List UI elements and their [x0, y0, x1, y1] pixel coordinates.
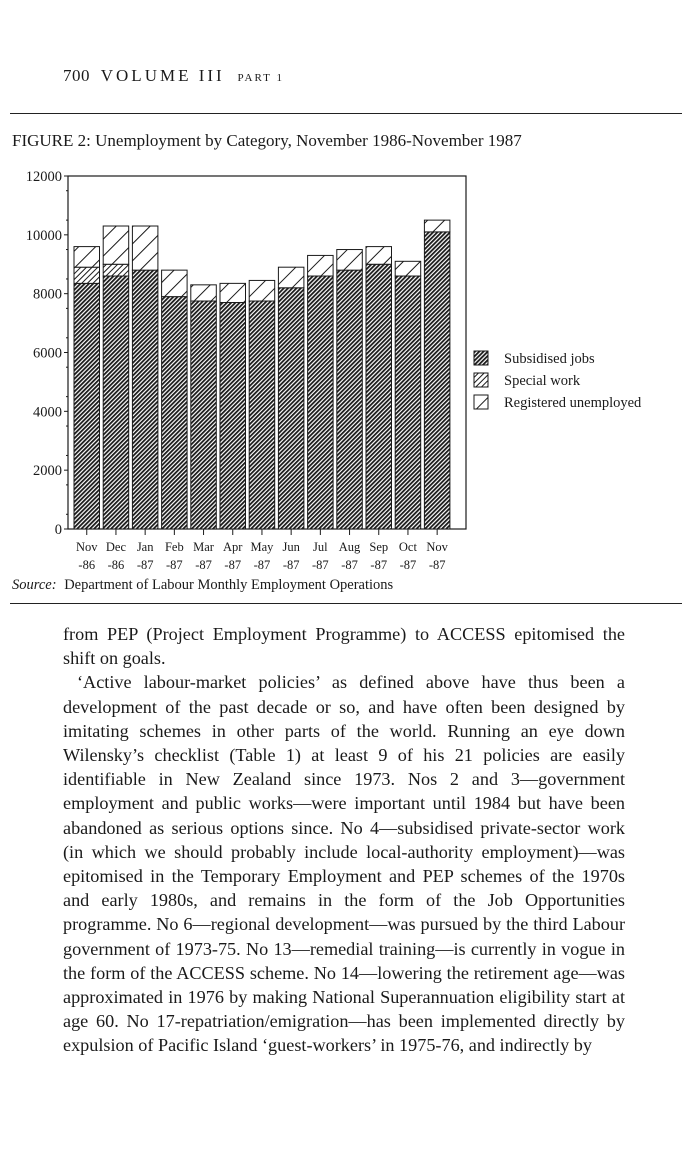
source-label: Source:: [12, 577, 57, 593]
x-tick-label-year: -87: [136, 558, 154, 572]
bar-registered-unemployed-aug-87: [337, 250, 363, 271]
source-text: Department of Labour Monthly Employment Operations: [64, 577, 394, 593]
x-tick-label-month: Jul: [313, 540, 328, 554]
x-tick-label-month: Feb: [164, 540, 184, 554]
x-tick-label-year: -87: [282, 558, 300, 572]
bar-subsidised-jobs-may-87: [249, 301, 275, 529]
x-tick-label-year: -87: [195, 558, 212, 572]
bar-special-work-nov-86: [74, 267, 100, 283]
x-tick-label-month: Mar: [193, 540, 214, 554]
x-tick-label-year: -86: [107, 558, 125, 572]
bar-registered-unemployed-jan-87: [132, 226, 158, 270]
legend-swatch-subsidised-jobs: [474, 351, 488, 365]
x-tick-label-month: May: [250, 540, 274, 554]
y-axis: [26, 169, 68, 538]
legend-label-registered-unemployed: Registered unemployed: [504, 395, 642, 411]
x-tick-label-year: -87: [428, 558, 446, 572]
x-tick-label-year: -87: [399, 558, 417, 572]
x-tick-label-year: -87: [370, 558, 388, 572]
y-tick-label: 12000: [25, 169, 62, 185]
bar-registered-unemployed-sep-87: [366, 247, 392, 265]
running-head: [63, 66, 284, 86]
bar-registered-unemployed-jul-87: [308, 255, 334, 276]
x-tick-label-month: Jun: [282, 540, 300, 554]
bar-subsidised-jobs-nov-87: [424, 232, 450, 529]
y-tick-label: 2000: [33, 463, 62, 480]
bar-registered-unemployed-jun-87: [278, 267, 304, 288]
bar-special-work-dec-86: [103, 264, 129, 276]
legend-swatch-registered-unemployed: [474, 395, 488, 409]
bar-registered-unemployed-mar-87: [191, 285, 217, 301]
paragraph: ‘Active labour-market policies’ as defined above have thus been a development of the past decade or so, and have often been designed by imitating schemes in other parts of the world. Running an eye down Wilensky’s checklist (Table 1) at least 9 of his 21 policies are easily identifiable in New Zealand since 1973. Nos 2 and 3—government employment and public works—were important until 1984 but have been abandoned as serious options since. No 4—subsidised private-sector work (in which we should probably include local-authority employment)—was epitomised in the Temporary Employment and PEP schemes of the 1970s and early 1980s, and remains in the form of the Job Opportunities programme. No 6—regional development—was pursued by the third Labour government of 1973-75. No 13—remedial training—is currently in vogue in the form of the ACCESS scheme. No 14—lowering the retirement age—was approximated in 1976 by making National Superannuation eligibility start at age 60. No 17-repatriation/emigration—has been implemented directly by expulsion of Pacific Island ‘guest-workers’ in 1975-76, and indirectly by: [63, 672, 625, 1056]
bar-registered-unemployed-feb-87: [162, 270, 188, 296]
y-tick-label: 10000: [25, 227, 62, 244]
x-tick-label-month: Jan: [136, 540, 154, 554]
x-tick-label-year: -87: [253, 558, 271, 572]
body-text: [63, 622, 625, 1058]
bar-registered-unemployed-dec-86: [103, 226, 129, 264]
bar-subsidised-jobs-oct-87: [395, 276, 421, 529]
x-tick-label-month: Sep: [369, 540, 389, 554]
legend-label-special-work: Special work: [504, 373, 581, 389]
bottom-rule: [10, 603, 682, 604]
y-tick-label: 8000: [33, 286, 62, 303]
bar-subsidised-jobs-jun-87: [278, 288, 304, 529]
bar-registered-unemployed-oct-87: [395, 261, 421, 276]
stacked-bar-chart: [0, 155, 700, 575]
x-tick-label-month: Oct: [398, 540, 417, 554]
x-tick-label-year: -86: [78, 558, 96, 572]
x-axis: [76, 529, 449, 572]
bar-registered-unemployed-nov-87: [424, 220, 450, 232]
x-tick-label-year: -87: [224, 558, 242, 572]
x-tick-label-month: Nov: [75, 540, 98, 554]
bar-subsidised-jobs-feb-87: [162, 297, 188, 529]
page-number: 700: [63, 66, 90, 85]
bar-subsidised-jobs-dec-86: [103, 276, 129, 529]
legend-label-subsidised-jobs: Subsidised jobs: [504, 351, 595, 367]
bars: [74, 220, 450, 529]
y-tick-label: 4000: [33, 404, 62, 421]
bar-registered-unemployed-apr-87: [220, 283, 246, 302]
bar-subsidised-jobs-jul-87: [308, 276, 334, 529]
figure-source: [12, 577, 393, 594]
x-tick-label-month: Aug: [338, 540, 361, 554]
legend: [474, 351, 642, 411]
volume-label: VOLUME III: [100, 66, 225, 85]
figure-title: FIGURE 2: Unemployment by Category, November 1986-November 1987: [12, 131, 522, 150]
x-tick-label-year: -87: [312, 558, 329, 572]
bar-registered-unemployed-nov-86: [74, 247, 100, 268]
top-rule: [10, 113, 682, 114]
y-tick-label: 6000: [33, 345, 62, 362]
y-tick-label: 0: [54, 522, 62, 538]
x-tick-label-month: Apr: [223, 540, 243, 554]
bar-subsidised-jobs-nov-86: [74, 283, 100, 529]
bar-subsidised-jobs-aug-87: [337, 270, 363, 529]
bar-subsidised-jobs-jan-87: [132, 270, 158, 529]
bar-subsidised-jobs-apr-87: [220, 302, 246, 529]
x-tick-label-year: -87: [341, 558, 358, 572]
bar-subsidised-jobs-mar-87: [191, 301, 217, 529]
bar-subsidised-jobs-sep-87: [366, 264, 392, 529]
x-tick-label-month: Dec: [105, 540, 127, 554]
bar-registered-unemployed-may-87: [249, 280, 275, 301]
legend-swatch-special-work: [474, 373, 488, 387]
paragraph: from PEP (Project Employment Programme) to ACCESS epitomised the shift on goals.: [63, 624, 625, 669]
x-tick-label-year: -87: [166, 558, 183, 572]
part-label: PART 1: [237, 72, 284, 84]
x-tick-label-month: Nov: [426, 540, 448, 554]
